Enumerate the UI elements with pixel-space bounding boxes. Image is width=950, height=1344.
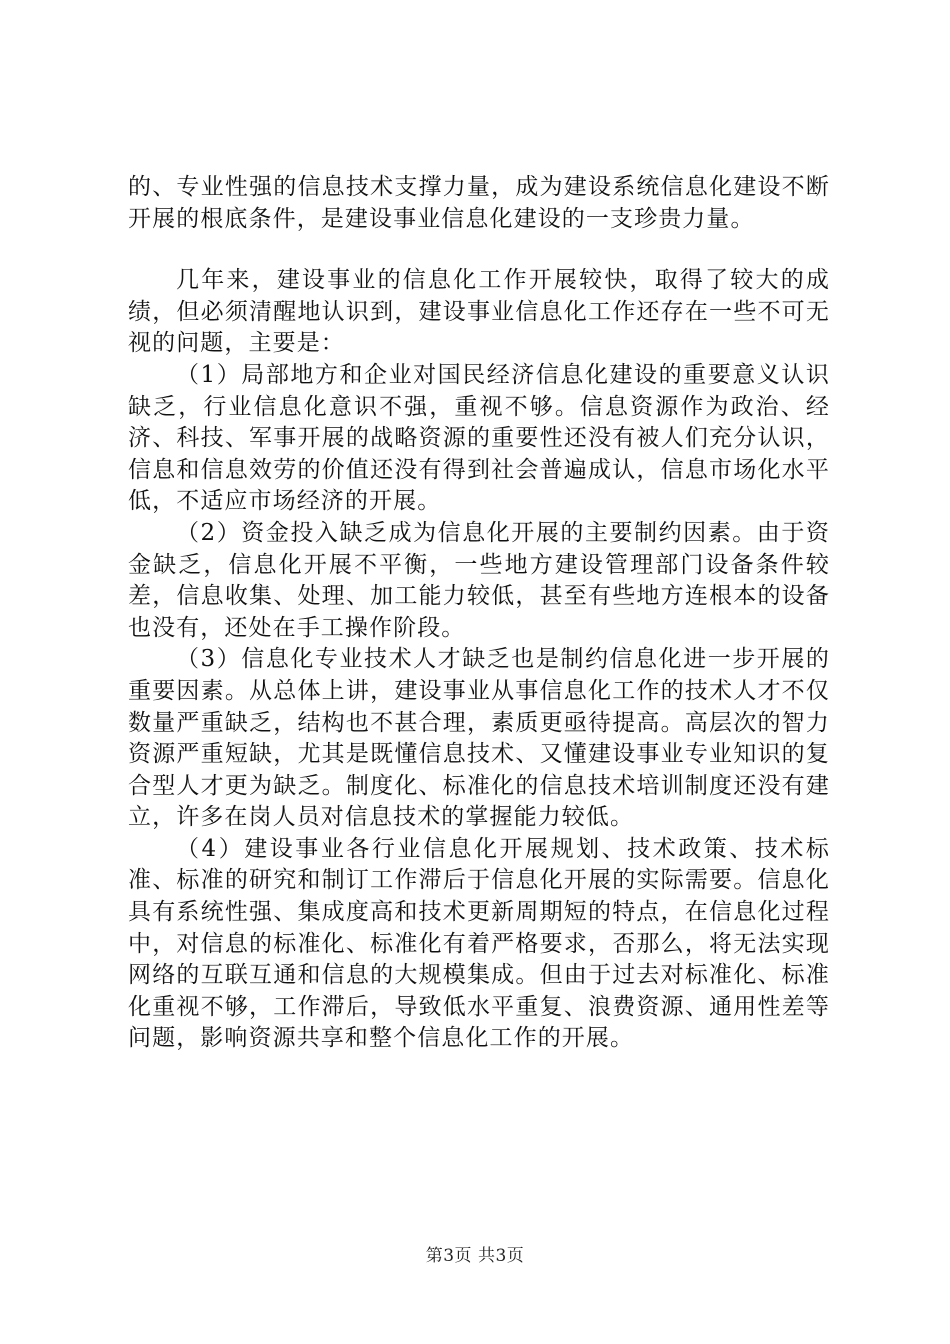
- paragraph-item-1: （1）局部地方和企业对国民经济信息化建设的重要意义认识缺乏，行业信息化意识不强，重视不够。信息资源作为政治、经济、科技、军事开展的战略资源的重要性还没有被人们充分认识，信息和信息效劳的价值还没有得到社会普遍成认，信息市场化水平低，不适应市场经济的开展。: [128, 361, 830, 515]
- paragraph-continuation: 的、专业性强的信息技术支撑力量，成为建设系统信息化建设不断开展的根底条件，是建设事业信息化建设的一支珍贵力量。: [128, 174, 830, 232]
- paragraph-item-2: （2）资金投入缺乏成为信息化开展的主要制约因素。由于资金缺乏，信息化开展不平衡，一些地方建设管理部门设备条件较差，信息收集、处理、加工能力较低，甚至有些地方连根本的设备也没有，还处在手工操作阶段。: [128, 519, 830, 641]
- document-body: [128, 172, 830, 1055]
- paragraph-item-4: （4）建设事业各行业信息化开展规划、技术政策、技术标准、标准的研究和制订工作滞后于信息化开展的实际需要。信息化具有系统性强、集成度高和技术更新周期短的特点，在信息化过程中，对信息的标准化、标准化有着严格要求，否那么，将无法实现网络的互联互通和信息的大规模集成。但由于过去对标准化、标准化重视不够，工作滞后，导致低水平重复、浪费资源、通用性差等问题，影响资源共享和整个信息化工作的开展。: [128, 835, 830, 1052]
- paragraph-intro: 几年来，建设事业的信息化工作开展较快，取得了较大的成绩，但必须清醒地认识到，建设事业信息化工作还存在一些不可无视的问题，主要是：: [128, 267, 830, 357]
- paragraph-item-3: （3）信息化专业技术人才缺乏也是制约信息化进一步开展的重要因素。从总体上讲，建设事业从事信息化工作的技术人才不仅数量严重缺乏，结构也不甚合理，素质更亟待提高。高层次的智力资源严重短缺，尤其是既懂信息技术、又懂建设事业专业知识的复合型人才更为缺乏。制度化、标准化的信息技术培训制度还没有建立，许多在岗人员对信息技术的掌握能力较低。: [128, 646, 830, 831]
- page-footer: 第3页 共3页: [425, 1246, 525, 1266]
